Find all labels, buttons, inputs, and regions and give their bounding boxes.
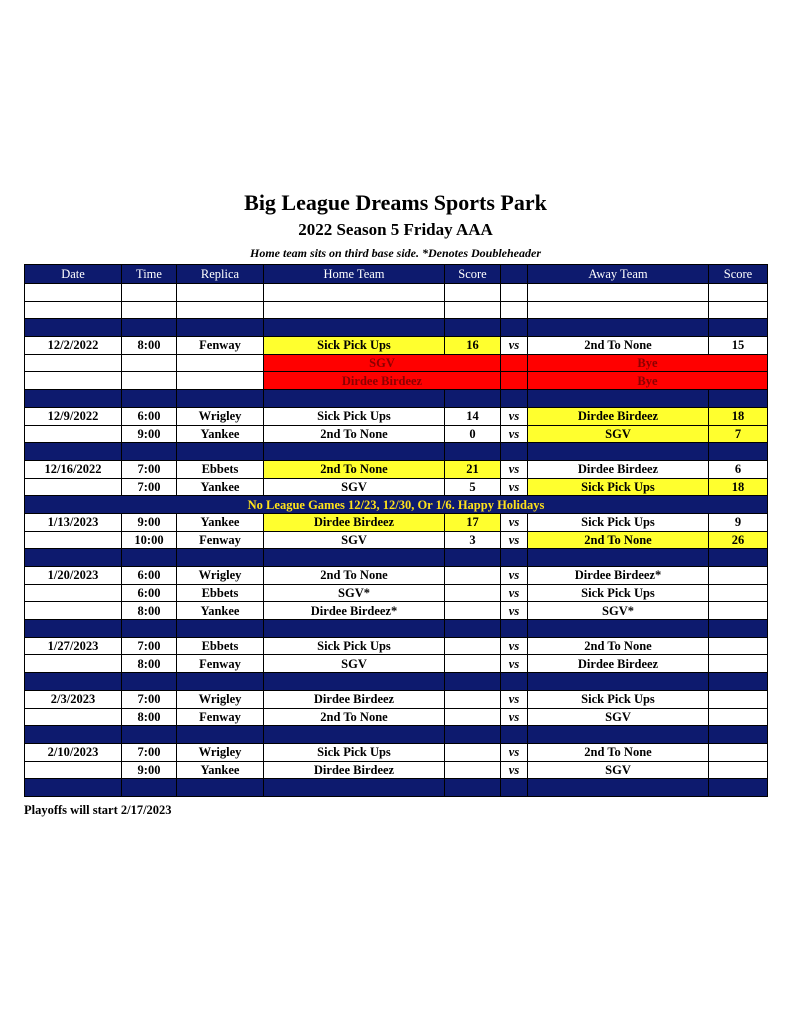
home-team-cell: 2nd To None (264, 567, 445, 585)
holiday-note: No League Games 12/23, 12/30, Or 1/6. Happy Holidays (25, 496, 768, 514)
empty-cell (122, 726, 177, 744)
replica-cell: Fenway (177, 708, 264, 726)
bye-label-cell: Bye (528, 354, 768, 372)
empty-cell (177, 372, 264, 390)
replica-cell: Ebbets (177, 637, 264, 655)
game-row (25, 478, 768, 496)
empty-cell (177, 301, 264, 319)
time-cell: 9:00 (122, 513, 177, 531)
empty-cell (709, 726, 768, 744)
game-row (25, 584, 768, 602)
empty-cell (501, 301, 528, 319)
vs-cell: vs (501, 690, 528, 708)
empty-cell (177, 390, 264, 408)
home-team-cell: 2nd To None (264, 708, 445, 726)
game-row (25, 655, 768, 673)
empty-cell (264, 443, 445, 461)
blank-row (25, 284, 768, 302)
home-score-cell: 21 (445, 460, 501, 478)
empty-cell (264, 319, 445, 337)
date-cell (25, 761, 122, 779)
away-score-cell (709, 690, 768, 708)
separator-band (25, 673, 768, 691)
empty-cell (264, 726, 445, 744)
away-score-cell: 18 (709, 478, 768, 496)
replica-cell: Wrigley (177, 407, 264, 425)
separator-band (25, 390, 768, 408)
separator-band (25, 620, 768, 638)
home-score-cell: 0 (445, 425, 501, 443)
home-team-cell: 2nd To None (264, 460, 445, 478)
home-team-cell: Sick Pick Ups (264, 407, 445, 425)
empty-cell (25, 620, 122, 638)
time-cell: 8:00 (122, 708, 177, 726)
empty-cell (501, 549, 528, 567)
replica-cell: Ebbets (177, 460, 264, 478)
game-row (25, 531, 768, 549)
bye-row (25, 372, 768, 390)
replica-cell: Ebbets (177, 584, 264, 602)
home-score-cell: 17 (445, 513, 501, 531)
empty-cell (528, 301, 709, 319)
date-cell (25, 655, 122, 673)
empty-cell (445, 673, 501, 691)
empty-cell (528, 620, 709, 638)
empty-cell (445, 319, 501, 337)
game-row (25, 425, 768, 443)
empty-cell (528, 319, 709, 337)
empty-cell (177, 284, 264, 302)
empty-cell (445, 549, 501, 567)
vs-cell: vs (501, 337, 528, 355)
empty-cell (25, 673, 122, 691)
date-cell (25, 531, 122, 549)
empty-cell (445, 284, 501, 302)
separator-band (25, 779, 768, 797)
time-cell: 7:00 (122, 460, 177, 478)
vs-cell: vs (501, 655, 528, 673)
empty-cell (528, 673, 709, 691)
doubleheader-note: Home team sits on third base side. *Denotes Doubleheader (250, 246, 541, 260)
away-team-cell: SGV (528, 708, 709, 726)
date-cell: 12/16/2022 (25, 460, 122, 478)
col-header-home-score: Score (445, 265, 501, 284)
home-score-cell (445, 743, 501, 761)
empty-cell (25, 726, 122, 744)
empty-cell (709, 443, 768, 461)
away-score-cell (709, 567, 768, 585)
away-score-cell (709, 743, 768, 761)
date-cell: 1/27/2023 (25, 637, 122, 655)
empty-cell (528, 443, 709, 461)
vs-cell (501, 372, 528, 390)
game-row (25, 690, 768, 708)
time-cell: 7:00 (122, 690, 177, 708)
game-row (25, 513, 768, 531)
home-score-cell: 14 (445, 407, 501, 425)
home-score-cell (445, 690, 501, 708)
replica-cell: Wrigley (177, 743, 264, 761)
empty-cell (122, 390, 177, 408)
empty-cell (501, 319, 528, 337)
away-team-cell: Sick Pick Ups (528, 690, 709, 708)
away-team-cell: SGV* (528, 602, 709, 620)
empty-cell (709, 620, 768, 638)
empty-cell (177, 620, 264, 638)
time-cell: 8:00 (122, 337, 177, 355)
empty-cell (25, 284, 122, 302)
home-score-cell (445, 567, 501, 585)
empty-cell (264, 620, 445, 638)
empty-cell (25, 549, 122, 567)
away-team-cell: Sick Pick Ups (528, 584, 709, 602)
empty-cell (501, 620, 528, 638)
empty-cell (528, 390, 709, 408)
time-cell: 8:00 (122, 655, 177, 673)
home-score-cell: 5 (445, 478, 501, 496)
empty-cell (709, 284, 768, 302)
season-subtitle: 2022 Season 5 Friday AAA (298, 220, 493, 239)
playoffs-note: Playoffs will start 2/17/2023 (24, 803, 172, 817)
home-score-cell (445, 708, 501, 726)
away-score-cell: 26 (709, 531, 768, 549)
home-score-cell (445, 655, 501, 673)
col-header-date: Date (25, 265, 122, 284)
empty-cell (501, 443, 528, 461)
empty-cell (709, 319, 768, 337)
replica-cell: Yankee (177, 513, 264, 531)
vs-cell: vs (501, 460, 528, 478)
away-score-cell: 18 (709, 407, 768, 425)
date-cell (25, 584, 122, 602)
vs-cell (501, 354, 528, 372)
empty-cell (709, 549, 768, 567)
empty-cell (445, 620, 501, 638)
empty-cell (177, 354, 264, 372)
holiday-note-row (25, 496, 768, 514)
empty-cell (122, 284, 177, 302)
time-cell: 9:00 (122, 425, 177, 443)
empty-cell (501, 673, 528, 691)
date-cell (25, 602, 122, 620)
col-header-vs (501, 265, 528, 284)
date-cell (25, 708, 122, 726)
vs-cell: vs (501, 407, 528, 425)
empty-cell (25, 372, 122, 390)
bye-team-cell: Dirdee Birdeez (264, 372, 501, 390)
empty-cell (177, 549, 264, 567)
empty-cell (709, 779, 768, 797)
replica-cell: Fenway (177, 531, 264, 549)
empty-cell (25, 443, 122, 461)
away-score-cell: 15 (709, 337, 768, 355)
empty-cell (122, 301, 177, 319)
empty-cell (177, 726, 264, 744)
empty-cell (122, 549, 177, 567)
away-team-cell: 2nd To None (528, 637, 709, 655)
schedule-table (24, 264, 768, 797)
separator-band (25, 549, 768, 567)
away-score-cell: 7 (709, 425, 768, 443)
col-header-replica: Replica (177, 265, 264, 284)
date-cell: 2/3/2023 (25, 690, 122, 708)
replica-cell: Fenway (177, 337, 264, 355)
separator-band (25, 443, 768, 461)
date-cell: 1/13/2023 (25, 513, 122, 531)
empty-cell (264, 390, 445, 408)
time-cell: 9:00 (122, 761, 177, 779)
home-score-cell (445, 637, 501, 655)
replica-cell: Fenway (177, 655, 264, 673)
separator-band (25, 319, 768, 337)
date-cell (25, 425, 122, 443)
empty-cell (501, 779, 528, 797)
empty-cell (25, 354, 122, 372)
vs-cell: vs (501, 478, 528, 496)
empty-cell (445, 390, 501, 408)
empty-cell (122, 673, 177, 691)
empty-cell (25, 779, 122, 797)
header-row (25, 265, 768, 284)
game-row (25, 743, 768, 761)
home-team-cell: Dirdee Birdeez (264, 761, 445, 779)
away-score-cell: 9 (709, 513, 768, 531)
empty-cell (177, 779, 264, 797)
home-team-cell: SGV (264, 531, 445, 549)
col-header-away-team: Away Team (528, 265, 709, 284)
date-cell: 12/9/2022 (25, 407, 122, 425)
empty-cell (25, 390, 122, 408)
away-team-cell: SGV (528, 425, 709, 443)
home-team-cell: SGV (264, 655, 445, 673)
home-score-cell (445, 584, 501, 602)
empty-cell (501, 726, 528, 744)
replica-cell: Yankee (177, 602, 264, 620)
away-score-cell (709, 584, 768, 602)
empty-cell (709, 301, 768, 319)
vs-cell: vs (501, 567, 528, 585)
replica-cell: Yankee (177, 478, 264, 496)
away-score-cell (709, 602, 768, 620)
empty-cell (528, 549, 709, 567)
empty-cell (177, 443, 264, 461)
empty-cell (445, 301, 501, 319)
vs-cell: vs (501, 637, 528, 655)
away-team-cell: Sick Pick Ups (528, 478, 709, 496)
time-cell: 7:00 (122, 743, 177, 761)
empty-cell (177, 673, 264, 691)
empty-cell (264, 549, 445, 567)
date-cell: 2/10/2023 (25, 743, 122, 761)
empty-cell (264, 779, 445, 797)
empty-cell (122, 354, 177, 372)
away-team-cell: Dirdee Birdeez (528, 460, 709, 478)
empty-cell (264, 301, 445, 319)
empty-cell (122, 779, 177, 797)
vs-cell: vs (501, 425, 528, 443)
empty-cell (501, 284, 528, 302)
schedule-body (25, 284, 768, 797)
game-row (25, 637, 768, 655)
home-team-cell: SGV* (264, 584, 445, 602)
vs-cell: vs (501, 584, 528, 602)
empty-cell (501, 390, 528, 408)
time-cell: 8:00 (122, 602, 177, 620)
empty-cell (445, 443, 501, 461)
vs-cell: vs (501, 743, 528, 761)
empty-cell (528, 726, 709, 744)
away-team-cell: Dirdee Birdeez (528, 407, 709, 425)
bye-row (25, 354, 768, 372)
home-team-cell: SGV (264, 478, 445, 496)
empty-cell (122, 372, 177, 390)
date-cell (25, 478, 122, 496)
home-team-cell: Sick Pick Ups (264, 743, 445, 761)
home-team-cell: Dirdee Birdeez (264, 690, 445, 708)
empty-cell (709, 673, 768, 691)
away-team-cell: 2nd To None (528, 743, 709, 761)
home-score-cell (445, 602, 501, 620)
away-score-cell: 6 (709, 460, 768, 478)
home-team-cell: Sick Pick Ups (264, 337, 445, 355)
replica-cell: Wrigley (177, 690, 264, 708)
away-team-cell: Dirdee Birdeez (528, 655, 709, 673)
away-team-cell: 2nd To None (528, 337, 709, 355)
game-row (25, 708, 768, 726)
empty-cell (445, 726, 501, 744)
vs-cell: vs (501, 602, 528, 620)
game-row (25, 337, 768, 355)
home-score-cell (445, 761, 501, 779)
blank-row (25, 301, 768, 319)
date-cell: 12/2/2022 (25, 337, 122, 355)
time-cell: 7:00 (122, 478, 177, 496)
time-cell: 7:00 (122, 637, 177, 655)
time-cell: 6:00 (122, 584, 177, 602)
away-score-cell (709, 637, 768, 655)
empty-cell (122, 319, 177, 337)
vs-cell: vs (501, 531, 528, 549)
time-cell: 6:00 (122, 567, 177, 585)
away-score-cell (709, 761, 768, 779)
empty-cell (25, 301, 122, 319)
col-header-away-score: Score (709, 265, 768, 284)
empty-cell (177, 319, 264, 337)
bye-label-cell: Bye (528, 372, 768, 390)
empty-cell (528, 284, 709, 302)
empty-cell (122, 620, 177, 638)
vs-cell: vs (501, 513, 528, 531)
replica-cell: Wrigley (177, 567, 264, 585)
date-cell: 1/20/2023 (25, 567, 122, 585)
home-team-cell: Dirdee Birdeez (264, 513, 445, 531)
away-team-cell: 2nd To None (528, 531, 709, 549)
away-score-cell (709, 655, 768, 673)
empty-cell (25, 319, 122, 337)
home-score-cell: 3 (445, 531, 501, 549)
game-row (25, 460, 768, 478)
home-team-cell: Sick Pick Ups (264, 637, 445, 655)
col-header-time: Time (122, 265, 177, 284)
game-row (25, 567, 768, 585)
replica-cell: Yankee (177, 761, 264, 779)
game-row (25, 761, 768, 779)
separator-band (25, 726, 768, 744)
empty-cell (264, 284, 445, 302)
vs-cell: vs (501, 708, 528, 726)
replica-cell: Yankee (177, 425, 264, 443)
vs-cell: vs (501, 761, 528, 779)
away-score-cell (709, 708, 768, 726)
time-cell: 6:00 (122, 407, 177, 425)
home-score-cell: 16 (445, 337, 501, 355)
game-row (25, 602, 768, 620)
empty-cell (528, 779, 709, 797)
empty-cell (709, 390, 768, 408)
col-header-home-team: Home Team (264, 265, 445, 284)
home-team-cell: Dirdee Birdeez* (264, 602, 445, 620)
time-cell: 10:00 (122, 531, 177, 549)
away-team-cell: Sick Pick Ups (528, 513, 709, 531)
empty-cell (264, 673, 445, 691)
home-team-cell: 2nd To None (264, 425, 445, 443)
bye-team-cell: SGV (264, 354, 501, 372)
empty-cell (445, 779, 501, 797)
away-team-cell: SGV (528, 761, 709, 779)
away-team-cell: Dirdee Birdeez* (528, 567, 709, 585)
empty-cell (122, 443, 177, 461)
game-row (25, 407, 768, 425)
page-title: Big League Dreams Sports Park (244, 190, 547, 215)
